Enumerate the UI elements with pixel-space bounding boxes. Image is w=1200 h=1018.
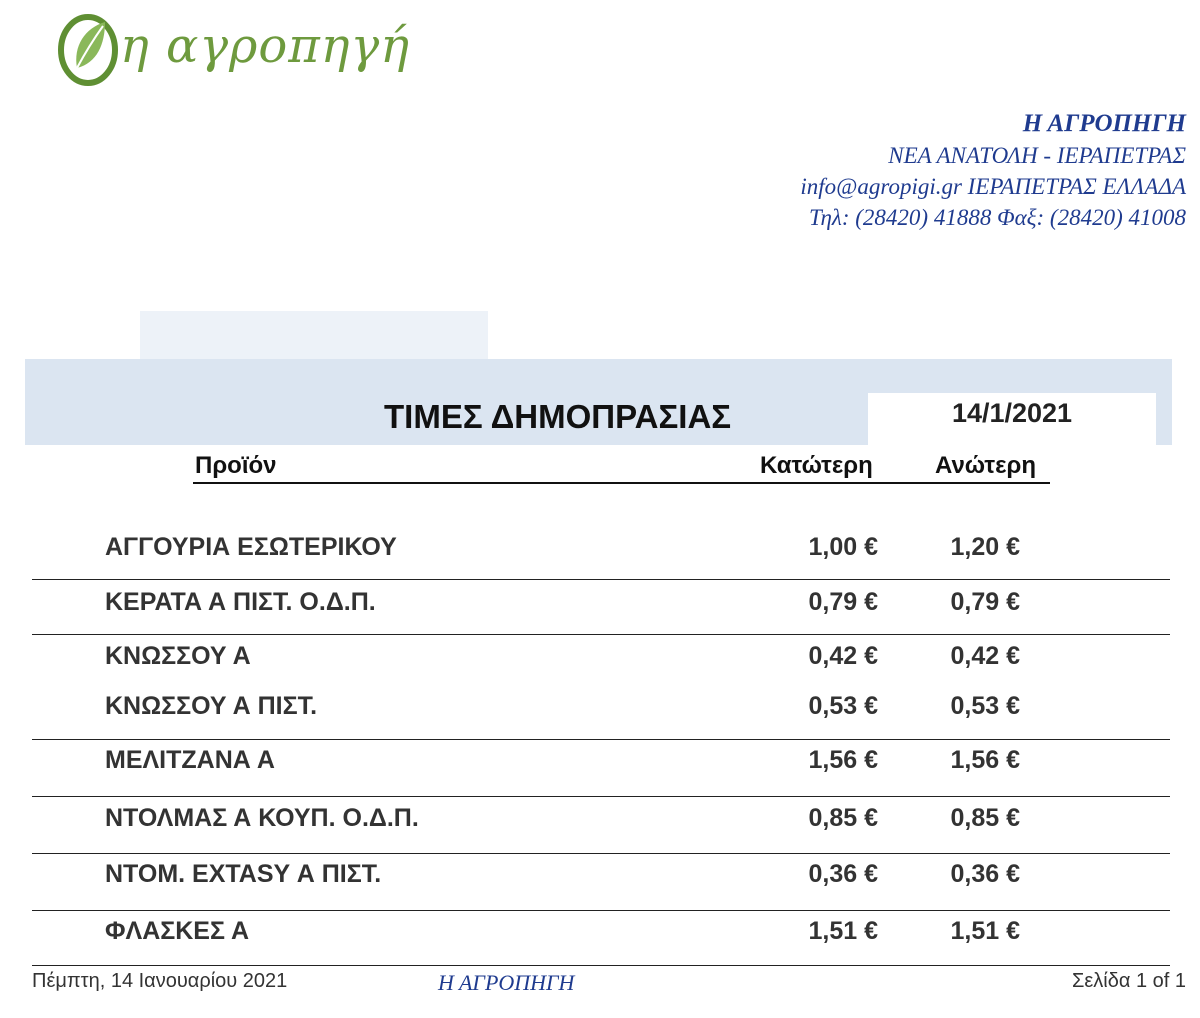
row-high-price: 1,51 €	[950, 917, 1020, 945]
row-divider	[32, 739, 1170, 740]
company-phone: Τηλ: (28420) 41888 Φαξ: (28420) 41008	[808, 205, 1186, 230]
row-low-price: 0,42 €	[808, 642, 878, 670]
footer-date: Πέμπτη, 14 Ιανουαρίου 2021	[32, 970, 288, 992]
row-low-price: 0,85 €	[808, 804, 878, 832]
report-title: ΤΙΜΕΣ ΔΗΜΟΠΡΑΣΙΑΣ	[384, 398, 732, 435]
row-high-price: 0,79 €	[950, 588, 1020, 616]
row-low-price: 0,53 €	[808, 692, 878, 720]
header-underline	[193, 482, 1050, 484]
leaf-logo-icon	[55, 8, 125, 88]
row-divider	[32, 634, 1170, 635]
row-product-name: ΚΕΡΑΤΑ Α ΠΙΣΤ. Ο.Δ.Π.	[105, 588, 376, 616]
row-divider	[32, 796, 1170, 797]
report-date: 14/1/2021	[951, 398, 1073, 428]
company-address: ΝΕΑ ΑΝΑΤΟΛΗ - ΙΕΡΑΠΕΤΡΑΣ	[888, 143, 1186, 168]
row-product-name: ΦΛΑΣΚΕΣ Α	[105, 917, 250, 945]
company-email: info@agropigi.gr ΙΕΡΑΠΕΤΡΑΣ ΕΛΛΑΔΑ	[800, 174, 1186, 199]
row-divider	[32, 853, 1170, 854]
row-low-price: 1,51 €	[808, 917, 878, 945]
row-product-name: ΜΕΛΙΤΖΑΝΑ Α	[105, 746, 275, 774]
company-name: Η ΑΓΡΟΠΗΓΗ	[1022, 110, 1186, 137]
row-low-price: 0,79 €	[808, 588, 878, 616]
row-low-price: 0,36 €	[808, 860, 878, 888]
column-header-high: Ανώτερη	[935, 452, 1037, 479]
row-divider	[32, 910, 1170, 911]
row-high-price: 0,85 €	[950, 804, 1020, 832]
row-low-price: 1,56 €	[808, 746, 878, 774]
row-high-price: 1,56 €	[950, 746, 1020, 774]
footer-page-number: Σελίδα 1 of 1	[1071, 970, 1186, 992]
header-tab-band	[140, 311, 488, 359]
footer-company: Η ΑΓΡΟΠΗΓΗ	[438, 970, 575, 995]
row-high-price: 1,20 €	[950, 533, 1020, 561]
footer-divider	[32, 965, 1170, 966]
logo-wordmark: η αγροπηγή	[120, 18, 410, 74]
row-product-name: ΝΤΟΜ. EXTASY Α ΠΙΣΤ.	[105, 860, 382, 888]
row-product-name: ΚΝΩΣΣΟΥ Α	[105, 642, 251, 670]
row-product-name: ΝΤΟΛΜΑΣ Α ΚΟΥΠ. Ο.Δ.Π.	[105, 804, 419, 832]
row-divider	[32, 579, 1170, 580]
row-low-price: 1,00 €	[808, 533, 878, 561]
column-header-product: Προϊόν	[195, 452, 277, 479]
row-product-name: ΚΝΩΣΣΟΥ Α ΠΙΣΤ.	[105, 692, 318, 720]
row-product-name: ΑΓΓΟΥΡΙΑ ΕΣΩΤΕΡΙΚΟΥ	[105, 533, 397, 561]
column-header-low: Κατώτερη	[760, 452, 873, 479]
row-high-price: 0,53 €	[950, 692, 1020, 720]
row-high-price: 0,42 €	[950, 642, 1020, 670]
row-high-price: 0,36 €	[950, 860, 1020, 888]
